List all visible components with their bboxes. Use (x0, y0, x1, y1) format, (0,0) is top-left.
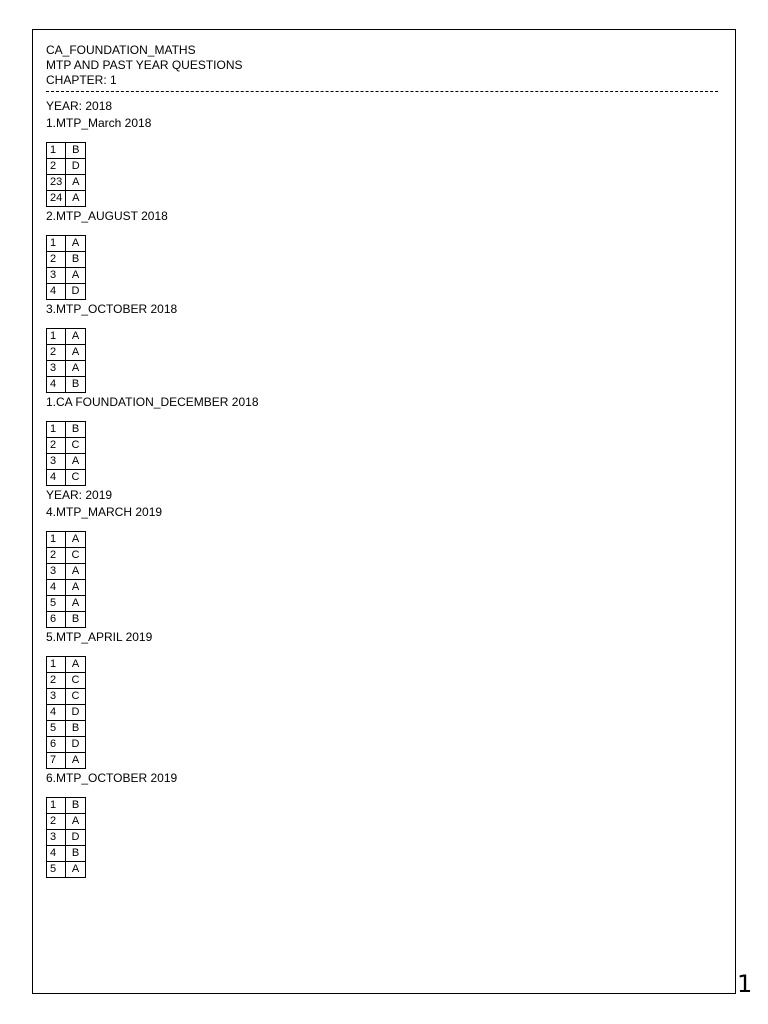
question-number: 1 (47, 143, 66, 159)
question-number: 6 (47, 737, 66, 753)
table-row (47, 422, 86, 438)
answer-letter: B (66, 798, 86, 814)
question-number: 3 (47, 830, 66, 846)
document-subtitle: MTP AND PAST YEAR QUESTIONS (46, 58, 243, 72)
table-row (47, 268, 86, 284)
table-row (47, 454, 86, 470)
answer-letter: C (66, 548, 86, 564)
answer-letter: D (66, 705, 86, 721)
year-label: YEAR: 2019 (46, 488, 113, 502)
question-number: 4 (47, 470, 66, 486)
question-number: 2 (47, 345, 66, 361)
section-title: 2.MTP_AUGUST 2018 (46, 209, 168, 223)
table-row (47, 361, 86, 377)
section-title: 6.MTP_OCTOBER 2019 (46, 771, 178, 785)
table-row (47, 798, 86, 814)
answer-letter: A (66, 454, 86, 470)
page-number: 1 (737, 970, 753, 998)
document-header (46, 43, 720, 88)
question-number: 1 (47, 657, 66, 673)
answer-letter: B (66, 846, 86, 862)
answer-letter: A (66, 175, 86, 191)
table-row (47, 689, 86, 705)
question-number: 2 (47, 548, 66, 564)
answer-letter: C (66, 470, 86, 486)
question-number: 3 (47, 361, 66, 377)
table-row (47, 564, 86, 580)
answer-letter: B (66, 252, 86, 268)
answer-table (46, 421, 86, 486)
answer-table (46, 656, 86, 769)
answer-letter: C (66, 689, 86, 705)
question-number: 3 (47, 564, 66, 580)
answer-letter: A (66, 753, 86, 769)
answer-letter: B (66, 721, 86, 737)
answer-letter: A (66, 532, 86, 548)
answer-table (46, 531, 86, 628)
dashed-divider (46, 91, 718, 92)
answer-table (46, 328, 86, 393)
table-row (47, 252, 86, 268)
answer-letter: A (66, 862, 86, 878)
answer-table (46, 797, 86, 878)
table-row (47, 159, 86, 175)
answer-letter: B (66, 422, 86, 438)
question-number: 1 (47, 798, 66, 814)
question-number: 6 (47, 612, 66, 628)
table-row (47, 580, 86, 596)
year-label: YEAR: 2018 (46, 99, 113, 113)
answer-letter: B (66, 143, 86, 159)
answer-letter: A (66, 814, 86, 830)
table-row (47, 143, 86, 159)
question-number: 5 (47, 596, 66, 612)
table-row (47, 377, 86, 393)
answer-letter: D (66, 284, 86, 300)
section-title: 4.MTP_MARCH 2019 (46, 505, 163, 519)
table-row (47, 284, 86, 300)
answer-letter: A (66, 345, 86, 361)
answer-letter: C (66, 438, 86, 454)
answer-letter: A (66, 236, 86, 252)
question-number: 4 (47, 580, 66, 596)
answer-letter: A (66, 268, 86, 284)
section-title: 1.MTP_March 2018 (46, 116, 152, 130)
table-row (47, 438, 86, 454)
table-row (47, 673, 86, 689)
table-row (47, 814, 86, 830)
table-row (47, 846, 86, 862)
answer-key-list (46, 98, 720, 878)
question-number: 2 (47, 159, 66, 175)
section-title: 3.MTP_OCTOBER 2018 (46, 302, 178, 316)
question-number: 1 (47, 329, 66, 345)
answer-letter: B (66, 612, 86, 628)
answer-letter: A (66, 564, 86, 580)
answer-letter: B (66, 377, 86, 393)
table-row (47, 753, 86, 769)
question-number: 1 (47, 422, 66, 438)
answer-letter: A (66, 596, 86, 612)
answer-letter: C (66, 673, 86, 689)
question-number: 2 (47, 814, 66, 830)
table-row (47, 236, 86, 252)
chapter-label: CHAPTER: 1 (46, 73, 117, 87)
answer-letter: A (66, 329, 86, 345)
question-number: 4 (47, 377, 66, 393)
table-row (47, 532, 86, 548)
table-row (47, 705, 86, 721)
table-row (47, 657, 86, 673)
question-number: 2 (47, 438, 66, 454)
table-row (47, 175, 86, 191)
question-number: 2 (47, 673, 66, 689)
answer-letter: A (66, 361, 86, 377)
table-row (47, 612, 86, 628)
question-number: 5 (47, 721, 66, 737)
section-title: 5.MTP_APRIL 2019 (46, 630, 153, 644)
question-number: 24 (47, 191, 66, 207)
question-number: 4 (47, 284, 66, 300)
answer-table (46, 142, 86, 207)
table-row (47, 737, 86, 753)
document-content (46, 43, 720, 879)
question-number: 1 (47, 236, 66, 252)
table-row (47, 548, 86, 564)
answer-letter: D (66, 159, 86, 175)
table-row (47, 721, 86, 737)
section-title: 1.CA FOUNDATION_DECEMBER 2018 (46, 395, 259, 409)
answer-table (46, 235, 86, 300)
question-number: 3 (47, 454, 66, 470)
question-number: 3 (47, 689, 66, 705)
question-number: 5 (47, 862, 66, 878)
answer-letter: A (66, 580, 86, 596)
table-row (47, 596, 86, 612)
question-number: 1 (47, 532, 66, 548)
question-number: 3 (47, 268, 66, 284)
answer-letter: D (66, 737, 86, 753)
subject-title: CA_FOUNDATION_MATHS (46, 43, 196, 57)
table-row (47, 470, 86, 486)
question-number: 4 (47, 846, 66, 862)
table-row (47, 345, 86, 361)
answer-letter: D (66, 830, 86, 846)
question-number: 2 (47, 252, 66, 268)
answer-letter: A (66, 657, 86, 673)
answer-letter: A (66, 191, 86, 207)
question-number: 4 (47, 705, 66, 721)
table-row (47, 191, 86, 207)
question-number: 7 (47, 753, 66, 769)
question-number: 23 (47, 175, 66, 191)
table-row (47, 830, 86, 846)
table-row (47, 329, 86, 345)
table-row (47, 862, 86, 878)
